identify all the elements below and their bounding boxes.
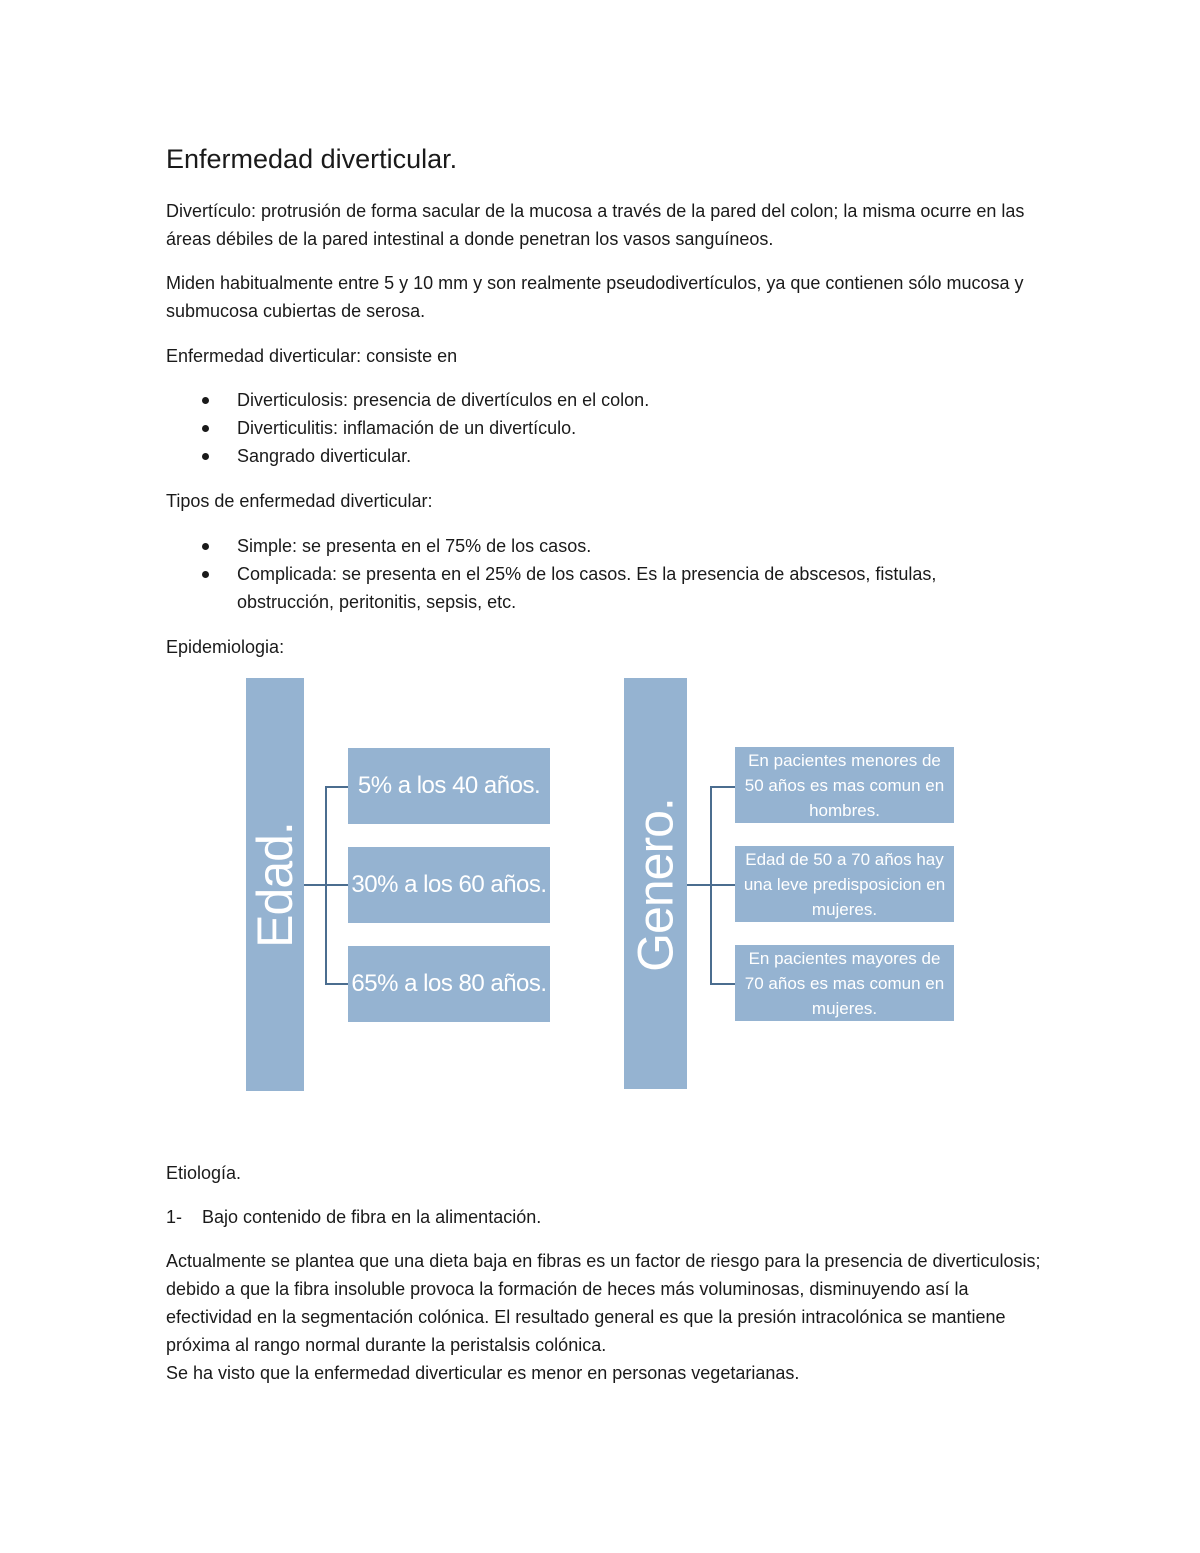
bullet-icon (202, 453, 209, 460)
etiology-numbered-item (166, 1203, 541, 1231)
bullet-icon (202, 425, 209, 432)
definition-paragraph: Divertículo: protrusión de forma sacular de la mucosa a través de la pared del colon; la misma ocurre en las áreas débiles de la pared intestinal a donde penetran los vasos sanguíneos. (166, 201, 1025, 249)
list-item: Sangrado diverticular. (166, 442, 1046, 470)
gender-box: En pacientes menores de 50 años es mas comun en hombres. (735, 747, 954, 823)
age-connector-branch (325, 884, 348, 886)
gender-box: En pacientes mayores de 70 años es mas comun en mujeres. (735, 945, 954, 1021)
etiology-paragraph: Actualmente se plantea que una dieta baja en fibras es un factor de riesgo para la presencia de diverticulosis; debido a que la fibra insoluble provoca la formación de heces más voluminosas, disminuyendo así la efectividad en la segmentación colónica. El resultado general es que la presión intracolónica se mantiene próxima al rango normal durante la peristalsis colónica. (166, 1251, 1041, 1355)
size-paragraph: Miden habitualmente entre 5 y 10 mm y son realmente pseudodivertículos, ya que contienen sólo mucosa y submucosa cubiertas de serosa. (166, 273, 1024, 321)
list-item: Complicada: se presenta en el 25% de los casos. Es la presencia de abscesos, fistulas, obstrucción, peritonitis, sepsis, etc. (166, 560, 1046, 616)
document-title: Enfermedad diverticular. (166, 144, 458, 174)
types-heading: Tipos de enfermedad diverticular: (166, 491, 433, 511)
gender-connector-branch (710, 884, 735, 886)
age-connector-branch (325, 983, 348, 985)
age-box: 5% a los 40 años. (348, 748, 550, 824)
gender-label: Genero. (627, 798, 684, 972)
gender-box: Edad de 50 a 70 años hay una leve predisposicion en mujeres. (735, 846, 954, 922)
types-list (166, 532, 1046, 616)
etiology-paragraph-2: Se ha visto que la enfermedad diverticular es menor en personas vegetarianas. (166, 1363, 800, 1383)
gender-connector-branch (710, 786, 735, 788)
gender-bar (624, 678, 687, 1089)
gender-connector-branch (710, 983, 735, 985)
item-text: Bajo contenido de fibra en la alimentación. (202, 1207, 542, 1227)
list-item: Diverticulitis: inflamación de un divertículo. (166, 414, 1046, 442)
consists-heading: Enfermedad diverticular: consiste en (166, 346, 458, 366)
etiology-heading: Etiología. (166, 1163, 242, 1183)
age-box: 65% a los 80 años. (348, 946, 550, 1022)
age-label: Edad. (247, 822, 303, 948)
bullet-icon (202, 571, 209, 578)
bullet-icon (202, 397, 209, 404)
item-number: 1- (166, 1207, 183, 1227)
gender-connector-stem (687, 884, 711, 886)
age-connector-branch (325, 786, 348, 788)
consists-list (166, 386, 1046, 470)
age-bar (246, 678, 304, 1091)
age-connector-stem (304, 884, 326, 886)
age-box: 30% a los 60 años. (348, 847, 550, 923)
bullet-icon (202, 543, 209, 550)
list-item: Diverticulosis: presencia de divertículos en el colon. (166, 386, 1046, 414)
list-item: Simple: se presenta en el 75% de los casos. (166, 532, 1046, 560)
epidemiology-heading: Epidemiologia: (166, 637, 285, 657)
